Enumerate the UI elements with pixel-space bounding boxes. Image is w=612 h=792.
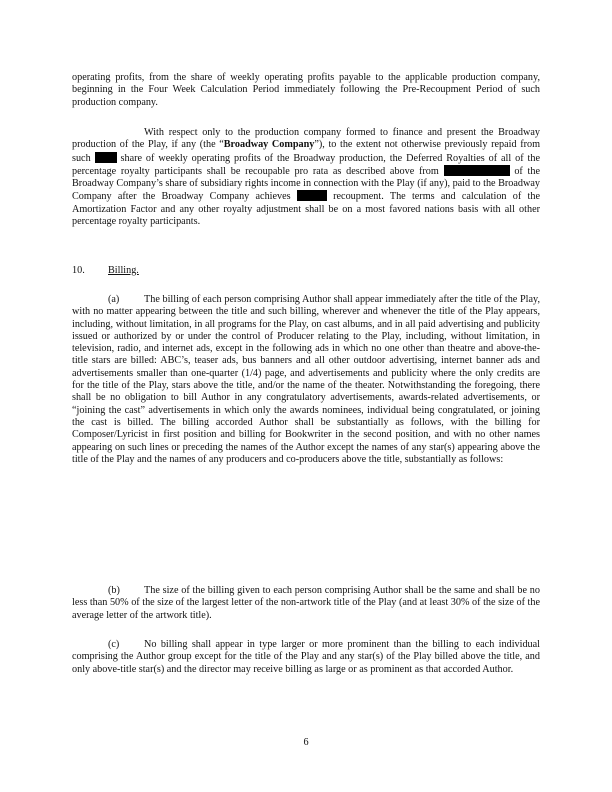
subsection-c-text: No billing shall appear in type larger or more prominent than the billing to each individual comprising the Author group except for the title of the Play and any star(s) of the Play billed above the title, and only above-title star(s) and the director may receive billing as large or as prominent as that accorded Author. xyxy=(72,639,540,675)
section-heading xyxy=(72,265,540,277)
broadway-company-term: Broadway Company xyxy=(223,139,315,151)
broadway-text-5: recoupment. The terms and calculation of the Amortization Factor and any other royalty adjustment shall be on a most favored nations basis with all other percentage royalty participants. xyxy=(72,191,540,228)
broadway-text-3: share of weekly operating profits of the Broadway production, the Deferred Royalties of all of the percentage royalty participants shall be recoupable pro rata as described above from xyxy=(72,152,540,177)
redaction-box-1 xyxy=(95,152,117,163)
redaction-box-2 xyxy=(444,165,510,176)
redaction-box-3 xyxy=(297,190,327,201)
section-title: Billing. xyxy=(108,265,139,276)
subsection-b-text: The size of the billing given to each person comprising Author shall be the same and shall be no less than 50% of the size of the largest letter of the non-artwork title of the Play (and at least 30% of the size of the average letter of the artwork title). xyxy=(72,585,540,621)
paragraph-broadway-company xyxy=(72,127,540,228)
subsection-b xyxy=(72,585,540,622)
section-number: 10. xyxy=(72,265,85,276)
subsection-c xyxy=(72,639,540,676)
broadway-text-2: ”), to the extent not otherwise previously repaid from such xyxy=(72,139,540,164)
subsection-a-text: The billing of each person comprising Author shall appear immediately after the title of the Play, with no matter appearing between the title and such billing, wherever and whenever the title of the Play appears, including, without limitation, in all programs for the Play, on cast albums, and in all paid advertising and publicity issued or authorized by or under the control of Producer relating to the Play, including, without limitation, in television, radio, and internet ads, except in the following ads in which no one other than theatre and above-the-title stars are billed: ABC’s, teaser ads, bus banners and all other outdoor advertising, internet banner ads and advertisements smaller than one-quarter (1/4) page, and advertisements and publicity where the only credits are for the title of the Play, stars above the title, and/or the name of the theater. Notwithstanding the foregoing, there shall be no obligation to bill Author in any congratulatory advertisements, awards-related advertisements, or “joining the cast” advertisements in which only the awards nominees, individual being congratulated, or joining the cast is billed. The billing accorded Author shall be substantially as follows, with the billing for Composer/Lyricist in first position and billing for Bookwriter in the second position, and with no other names appearing on such lines or preceding the names of the Author except the names of any star(s) appearing above the title of the Play and the names of any producers and co-producers above the title, substantially as follows: xyxy=(72,294,540,465)
paragraph-continuation: operating profits, from the share of weekly operating profits payable to the applicable production company, beginning in the Four Week Calculation Period immediately following the Pre-Recoupment Period of such production company. xyxy=(72,72,540,108)
subsection-a xyxy=(72,294,540,466)
broadway-text-1: With respect only to the production company formed to finance and present the Broadway production of the Play, if any (the “ xyxy=(72,127,540,151)
subsection-a-label: (a) xyxy=(108,294,120,305)
subsection-b-label: (b) xyxy=(108,585,120,596)
page-number: 6 xyxy=(303,737,309,748)
broadway-text-4: of the Broadway Company’s share of subsidiary rights income in connection with the Play (if any), paid to the Broadway Company after the Broadway Company achieves xyxy=(72,165,540,203)
subsection-c-label: (c) xyxy=(108,639,120,650)
